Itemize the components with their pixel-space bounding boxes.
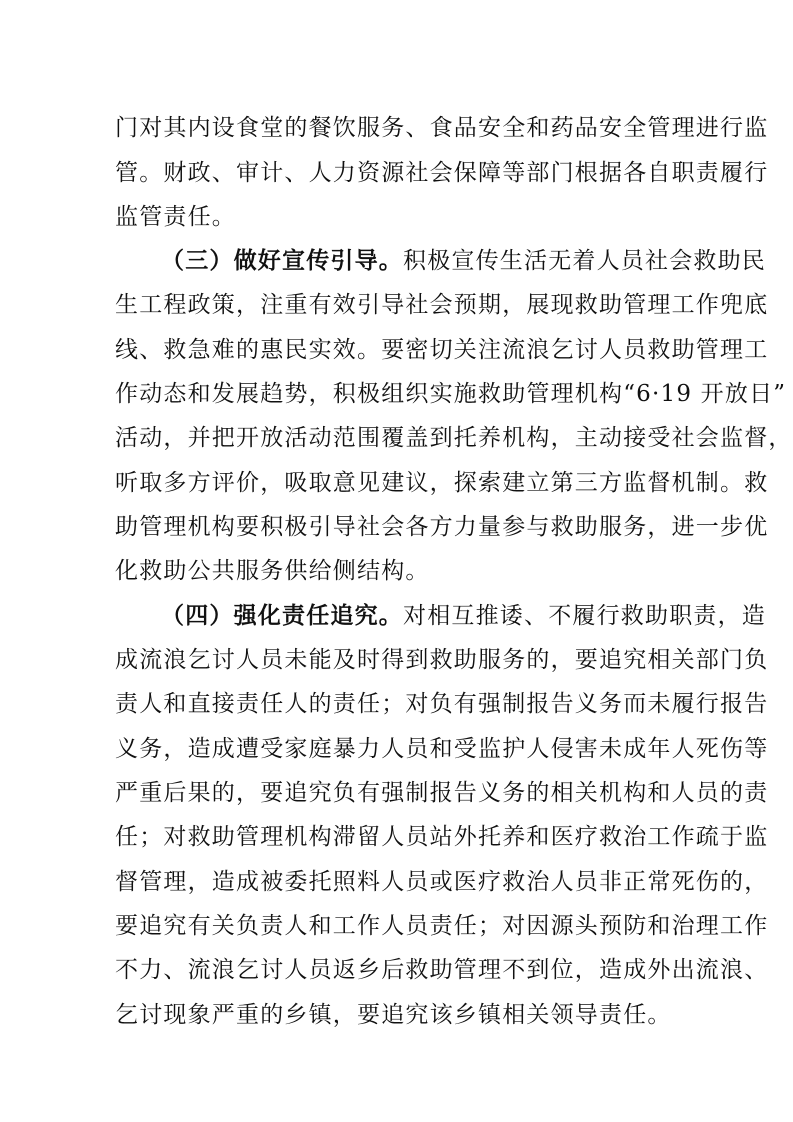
paragraph-first-line xyxy=(161,241,766,281)
paragraph-first-line xyxy=(161,596,766,636)
paragraph-line: 作动态和发展趋势，积极组织实施救助管理机构“6·19 开放日” xyxy=(115,381,787,407)
paragraph-line: 成流浪乞讨人员未能及时得到救助服务的，要追究相关部门负 xyxy=(115,647,769,673)
paragraph-line: 督管理，造成被委托照料人员或医疗救治人员非正常死伤的， xyxy=(115,869,769,895)
paragraph-line: 听取多方评价，吸取意见建议，探索建立第三方监督机制。救 xyxy=(115,470,769,496)
paragraph-text: 对相互推诿、不履行救助职责，造 xyxy=(403,603,766,629)
paragraph-line: 不力、流浪乞讨人员返乡后救助管理不到位，造成外出流浪、 xyxy=(115,957,769,983)
paragraph-line: 义务，造成遭受家庭暴力人员和受监护人侵害未成年人死伤等 xyxy=(115,736,769,762)
paragraph-line: 线、救急难的惠民实效。要密切关注流浪乞讨人员救助管理工 xyxy=(115,337,769,363)
paragraph-line: 乞讨现象严重的乡镇，要追究该乡镇相关领导责任。 xyxy=(115,1002,672,1028)
paragraph-line: 任；对救助管理机构滞留人员站外托养和医疗救治工作疏于监 xyxy=(115,824,769,850)
paragraph-line: 活动，并把开放活动范围覆盖到托养机构，主动接受社会监督， xyxy=(115,425,793,451)
paragraph-line: 生工程政策，注重有效引导社会预期，展现救助管理工作兜底 xyxy=(115,292,769,318)
paragraph-line: 要追究有关负责人和工作人员责任；对因源头预防和治理工作 xyxy=(115,913,769,939)
paragraph-line: 严重后果的，要追究负有强制报告义务的相关机构和人员的责 xyxy=(115,780,769,806)
paragraph-line: 监管责任。 xyxy=(115,204,236,230)
section-heading: （四）强化责任追究。 xyxy=(161,603,403,629)
paragraph-line: 责人和直接责任人的责任；对负有强制报告义务而未履行报告 xyxy=(115,691,769,717)
paragraph-line: 门对其内设食堂的餐饮服务、食品安全和药品安全管理进行监 xyxy=(115,115,769,141)
section-heading: （三）做好宣传引导。 xyxy=(161,248,403,274)
paragraph-line: 管。财政、审计、人力资源社会保障等部门根据各自职责履行 xyxy=(115,160,769,186)
paragraph-line: 助管理机构要积极引导社会各方力量参与救助服务，进一步优 xyxy=(115,514,769,540)
paragraph-text: 积极宣传生活无着人员社会救助民 xyxy=(403,248,766,274)
paragraph-line: 化救助公共服务供给侧结构。 xyxy=(115,558,430,584)
